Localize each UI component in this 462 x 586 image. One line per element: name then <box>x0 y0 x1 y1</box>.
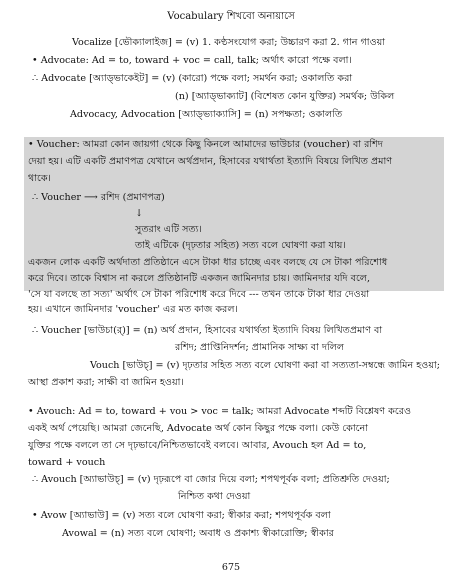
voucher-explanation-line-2: দেয়া হয়। এটি একটি প্রমাণপত্র যেখানে অর্থপ্রদান, হিসাবের যথার্থতা ইত্যাদি বিষয়ে লিখিত প্রমাণ <box>28 156 393 167</box>
voucher-explanation-line-3: থাকে। <box>28 173 51 184</box>
voucher-diagram-receipt: ∴ Voucher ⟶ রশিদ (প্রমাণপত্র) <box>32 192 165 203</box>
avouch-explanation-line-2: একই অর্থ পেয়েছি। আমরা জেনেছি, Advocate অর্থ কোন কিছুর পক্ষে বলা। কেউ কোনো <box>28 423 369 434</box>
avouch-explanation-line-4: toward + vouch <box>28 457 106 468</box>
entry-advocate-etymology: • Advocate: Ad = to, toward + voc = call, talk; অর্থাৎ কারো পক্ষে বলা। <box>32 55 352 66</box>
avouch-explanation-line-1: • Avouch: Ad = to, toward + vou > voc = talk; আমরা Advocate শব্দটি বিশ্লেষণ করেও <box>28 406 412 417</box>
down-arrow-icon: ↓ <box>135 208 144 219</box>
entry-avow: • Avow [অ্যাভাউ] = (v) সত্য বলে ঘোষণা করা; স্বীকার করা; শপথপূর্বক বলা <box>32 510 331 521</box>
avouch-explanation-line-3: যুক্তির পক্ষে বললে তা সে দৃঢ়ভাবে/নিশ্চিতভাবেই বলবে। আবার, Avouch হল Ad = to, <box>28 440 367 451</box>
voucher-diagram-declare: তাই এটিকে (দৃঢ়তার সহিত) সত্য বলে ঘোষণা করা যায়। <box>135 240 346 251</box>
voucher-example-line-1: একজন লোক একটি অর্থদাতা প্রতিষ্ঠানে এসে টাকা ধার চাচ্ছে এবং বলছে যে সে টাকা পরিশোধ <box>28 257 388 268</box>
entry-vocalize: Vocalize [ভৌক্যালাইজ] = (v) 1. কণ্ঠসংযোগ করা; উচ্চারণ করা 2. গান গাওয়া <box>72 37 386 48</box>
entry-advocate-noun: (n) [অ্যাড্‌ভাক্যাট] (বিশেষত কোন যুক্তির) সমর্থক; উকিল <box>175 91 395 102</box>
entry-advocacy: Advocacy, Advocation [অ্যাড্‌ভ্যাক্যাসি] = (n) সপক্ষতা; ওকালতি <box>70 109 343 120</box>
voucher-example-line-3: 'সে যা বলছে তা সত্য' অর্থাৎ সে টাকা পরিশোধ করে দিবে --- তখন তাকে টাকা ধার দেওয়া <box>28 289 370 300</box>
voucher-diagram-true: সুতরাং এটি সত্য। <box>135 224 202 235</box>
entry-advocate-verb: ∴ Advocate [অ্যাড্‌ভাকেইট] = (v) (কারো) পক্ষে বলা; সমর্থন করা; ওকালতি করা <box>32 73 353 84</box>
voucher-example-line-2: করে দিবে। তাকে বিশ্বাস না করলে প্রতিষ্ঠানটি একজন জামিনদার চায়। জামিনদার যদি বলে, <box>28 273 371 284</box>
entry-voucher-noun-cont: রশিদ; প্রাপ্তিনিদর্শন; প্রামানিক সাক্ষ্য বা দলিল <box>175 342 345 353</box>
entry-voucher-noun: ∴ Voucher [ভাউচা(র্)] = (n) অর্থ প্রদান, হিসাবের যথার্থতা ইত্যাদি বিষয় লিখিতপ্রমাণ বা <box>32 325 383 336</box>
voucher-example-line-4: হয়। এখানে জামিনদার 'voucher' এর মত কাজ করল। <box>28 304 238 315</box>
voucher-explanation-line-1: • Voucher: আমরা কোন জায়গা থেকে কিছু কিনলে আমাদের ভাউচার (voucher) বা রশিদ <box>28 139 383 150</box>
page-number: 675 <box>221 562 241 573</box>
running-header: Vocabulary শিখবো অনায়াসে <box>167 11 295 22</box>
entry-vouch: Vouch [ভাউচ্] = (v) দৃঢ়তার সহিত সত্য বলে ঘোষণা করা বা সত্যতা-সম্বন্ধে জামিন হওয়া; <box>90 360 440 371</box>
entry-avouch: ∴ Avouch [অ্যাভাউচ্] = (v) দৃঢ়রূপে বা জোর দিয়ে বলা; শপথপূর্বক বলা; প্রতিশ্রুতি দেওয়া; <box>32 474 390 485</box>
entry-avowal: Avowal = (n) সত্য বলে ঘোষণা; অবাধ ও প্রকাশ্য স্বীকারোক্তি; স্বীকার <box>62 528 334 539</box>
entry-vouch-cont: আস্থা প্রকাশ করা; সাক্ষী বা জামিন হওয়া। <box>28 377 184 388</box>
entry-avouch-cont: নিশ্চিত কথা দেওয়া <box>178 491 251 502</box>
